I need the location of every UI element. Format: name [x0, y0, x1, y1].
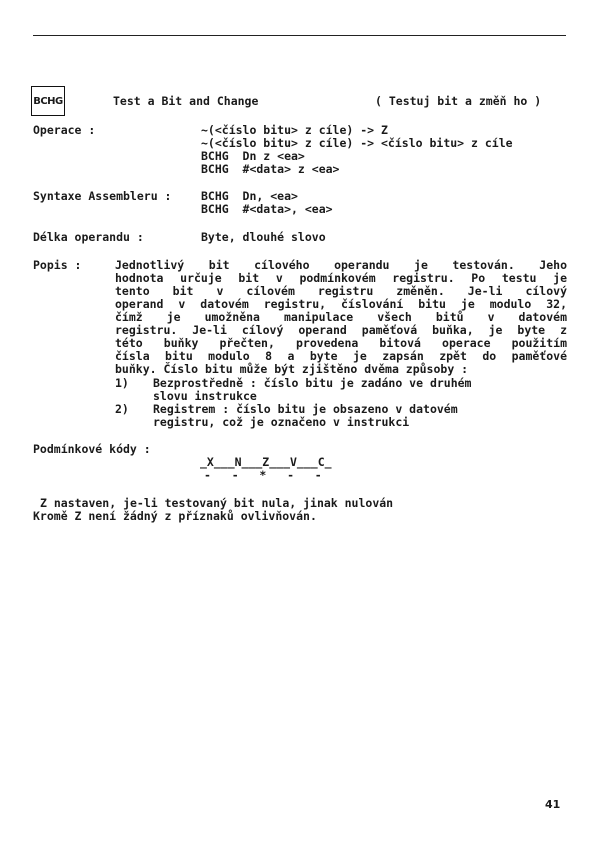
description-line: tento bit v cílovém registru změněn. Je-li cílový [115, 284, 567, 298]
description-line: Jednotlivý bit cílového operandu je testován. Jeho [115, 258, 567, 272]
operation-label: Operace : [33, 123, 96, 137]
description-label: Popis : [33, 258, 82, 272]
condition-codes-label: Podmínkové kódy : [33, 442, 151, 456]
description-line: čísla bitu modulo 8 a byte je zapsán zpět do paměťové [115, 349, 567, 363]
mnemonic-box: BCHG [31, 86, 65, 116]
note-line-2: Kromě Z není žádný z příznaků ovlivňován. [33, 509, 317, 523]
operation-line-4: BCHG #<data> z <ea> [201, 162, 340, 176]
syntax-label: Syntaxe Assembleru : [33, 189, 172, 203]
description-line: čímž je umožněna manipulace všech bitů v datovém [115, 310, 567, 324]
top-rule [33, 35, 566, 36]
note-line-1: Z nastaven, je-li testovaný bit nula, jinak nulován [40, 496, 394, 510]
description-body [115, 259, 567, 376]
list-item-line: Bezprostředně : číslo bitu je zadáno ve druhém [153, 376, 472, 390]
description-line: této buňky přečten, provedena bitová operace použitím [115, 336, 567, 350]
list-item-line: Registrem : číslo bitu je obsazeno v datovém [153, 402, 458, 416]
list-item-line: registru, což je označeno v instrukci [153, 415, 410, 429]
syntax-line-1: BCHG Dn, <ea> [201, 189, 298, 203]
instruction-title: Test a Bit and Change [113, 94, 259, 108]
operation-line-1: ~(<číslo bitu> z cíle) -> Z [201, 123, 388, 137]
condition-codes-marks: - - * - - [204, 468, 322, 482]
description-line: hodnota určuje bit v podmínkovém registru. Po testu je [115, 271, 567, 285]
list-item-number: 1) [115, 376, 129, 390]
description-line: operand v datovém registru, číslování bitu je modulo 32, [115, 297, 567, 311]
operation-line-2: ~(<číslo bitu> z cíle) -> <číslo bitu> z cíle [201, 136, 513, 150]
instruction-title-cz: ( Testuj bit a změň ho ) [375, 94, 542, 108]
syntax-line-2: BCHG #<data>, <ea> [201, 202, 333, 216]
operation-line-3: BCHG Dn z <ea> [201, 149, 305, 163]
description-line: registru. Je-li cílový operand paměťová buňka, je byte z [115, 323, 567, 337]
description-line: buňky. Číslo bitu může být zjištěno dvěma způsoby : [115, 362, 469, 376]
operand-size-value: Byte, dlouhé slovo [201, 230, 326, 244]
list-item-line: slovu instrukce [153, 389, 257, 403]
operand-size-label: Délka operandu : [33, 230, 144, 244]
list-item-number: 2) [115, 402, 129, 416]
page-number: 41 [545, 798, 561, 811]
condition-codes-flags: _X___N___Z___V___C_ [200, 455, 332, 469]
